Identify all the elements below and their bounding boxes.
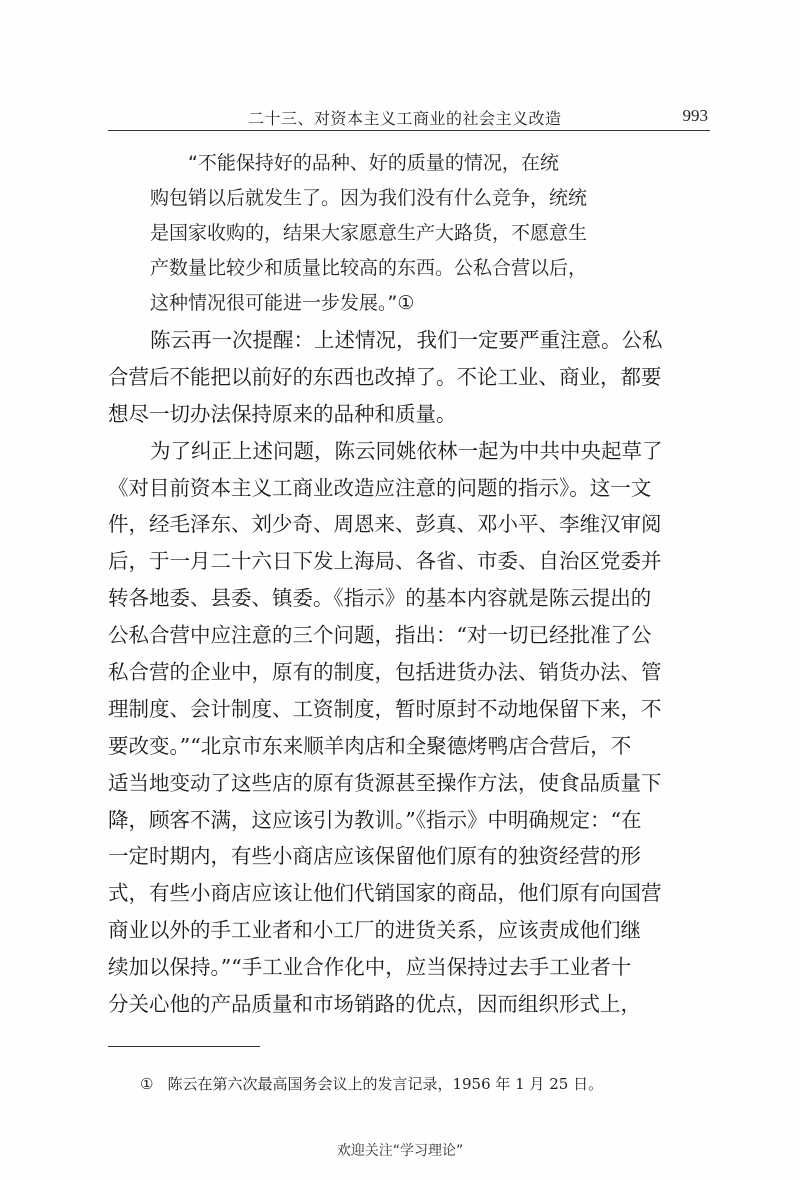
quote-line: “不能保持好的品种、好的质量的情况，在统	[188, 152, 559, 174]
paragraph-line: 陈云再一次提醒：上述情况，我们一定要严重注意。公私	[150, 328, 663, 352]
paragraph-line: 理制度、会计制度、工资制度，暂时原封不动地保留下来，不	[108, 696, 662, 721]
paragraph-line: 降，顾客不满，这应该引为教训。”《指示》中明确规定：“在	[108, 807, 642, 832]
paragraph-line: 分关心他的产品质量和市场销路的优点，因而组织形式上，	[108, 992, 641, 1017]
chapter-title: 二十三、对资本主义工商业的社会主义改造	[248, 109, 562, 128]
paragraph-line: 为了纠正上述问题，陈云同姚依林一起为中共中央起草了	[150, 438, 663, 463]
quote-line: 这种情况很可能进一步发展。”①	[150, 292, 415, 314]
body-text	[108, 322, 712, 1023]
paragraph-line: 合营后不能把以前好的东西也改掉了。不论工业、商业，都要	[108, 364, 662, 389]
paragraph-line: 私合营的企业中，原有的制度，包括进货办法、销货办法、管	[108, 660, 662, 685]
paragraph-line: 转各地委、县委、镇委。《指示》的基本内容就是陈云提出的	[108, 586, 652, 611]
paragraph-line: 后，于一月二十六日下发上海局、各省、市委、自治区党委并	[108, 549, 662, 574]
page-number: 993	[682, 106, 708, 125]
footnote-text: 陈云在第六次最高国务会议上的发言记录，1956 年 1 月 25 日。	[167, 1075, 604, 1093]
quote-line: 是国家收购的，结果大家愿意生产大路货，不愿意生	[150, 222, 588, 244]
footnote-divider	[108, 1046, 260, 1047]
quote-line: 购包销以后就发生了。因为我们没有什么竞争，统统	[150, 187, 588, 209]
watermark-caption: 欢迎关注“学习理论”	[336, 1143, 464, 1159]
running-header	[108, 102, 710, 131]
paragraph-line: 续加以保持。”“手工业合作化中，应当保持过去手工业者十	[108, 955, 632, 980]
paragraph-line: 要改变。”“北京市东来顺羊肉店和全聚德烤鸭店合营后，不	[108, 733, 632, 758]
footnote	[140, 1073, 603, 1094]
paragraph-line: 一定时期内，有些小商店应该保留他们原有的独资经营的形	[108, 844, 641, 869]
paragraph-line: 适当地变动了这些店的原有货源甚至操作方法，使食品质量下	[108, 770, 662, 795]
quote-line: 产数量比较少和质量比较高的东西。公私合营以后，	[150, 257, 588, 279]
paragraph-line: 想尽一切办法保持原来的品种和质量。	[108, 401, 457, 426]
paragraph-line: 公私合营中应注意的三个问题，指出：“对一切已经批准了公	[108, 623, 652, 648]
paragraph-line: 式，有些小商店应该让他们代销国家的商品，他们原有向国营	[108, 881, 662, 906]
footnote-mark: ①	[140, 1075, 154, 1093]
block-quote	[150, 146, 690, 321]
paragraph-line: 商业以外的手工业者和小工厂的进货关系，应该责成他们继	[108, 918, 641, 943]
paragraph-line: 件，经毛泽东、刘少奇、周恩来、彭真、邓小平、李维汉审阅	[108, 512, 662, 537]
paragraph-line: 《对目前资本主义工商业改造应注意的问题的指示》。这一文	[108, 475, 652, 500]
